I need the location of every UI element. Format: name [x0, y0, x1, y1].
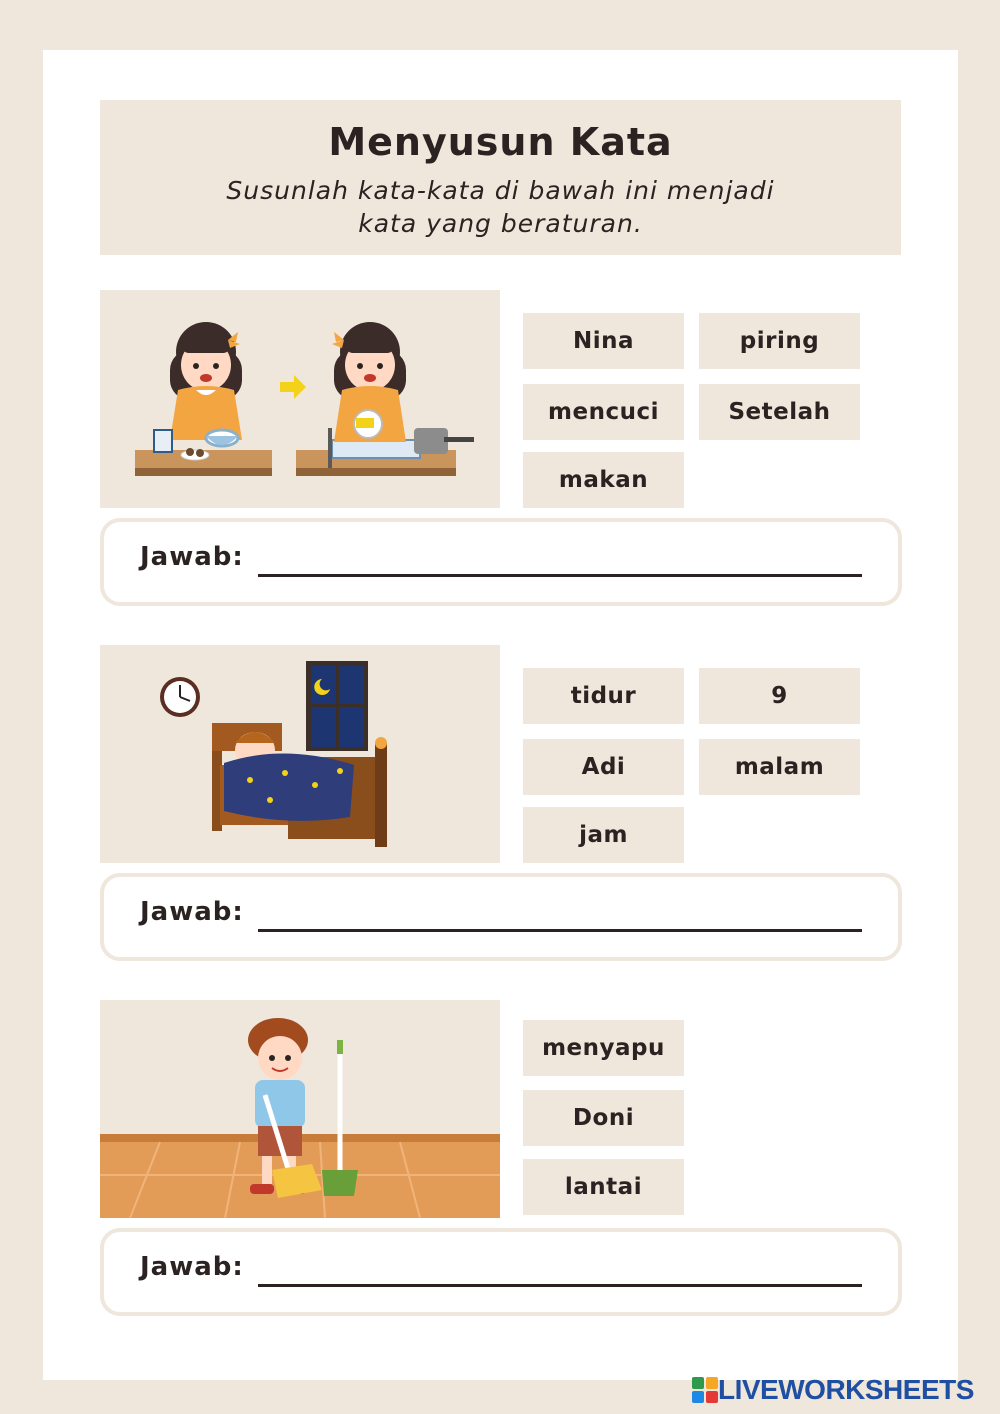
word-tile[interactable]: mencuci [523, 384, 684, 440]
liveworksheets-logo[interactable] [692, 1376, 974, 1404]
logo-text: LIVEWORKSHEETS [718, 1374, 974, 1405]
answer-input-2[interactable] [258, 929, 862, 932]
answer-input-3[interactable] [258, 1284, 862, 1287]
instructions-line-2: kata yang beraturan. [358, 209, 643, 238]
word-tile[interactable]: tidur [523, 668, 684, 724]
header-panel [100, 100, 901, 255]
instructions [100, 174, 901, 240]
answer-input-1[interactable] [258, 574, 862, 577]
answer-box-2 [100, 873, 902, 961]
word-tile[interactable]: piring [699, 313, 860, 369]
exercise-1-image [100, 290, 500, 508]
answer-box-3 [100, 1228, 902, 1316]
word-tile[interactable]: jam [523, 807, 684, 863]
word-tile[interactable]: Doni [523, 1090, 684, 1146]
answer-box-1 [100, 518, 902, 606]
exercise-3-image [100, 1000, 500, 1218]
word-tile[interactable]: menyapu [523, 1020, 684, 1076]
word-tile[interactable]: Setelah [699, 384, 860, 440]
answer-label: Jawab: [140, 1252, 244, 1282]
word-tile[interactable]: malam [699, 739, 860, 795]
liveworksheets-logo-icon [692, 1377, 718, 1403]
word-tile[interactable]: Adi [523, 739, 684, 795]
word-tile[interactable]: 9 [699, 668, 860, 724]
word-tile[interactable]: lantai [523, 1159, 684, 1215]
exercise-2-image [100, 645, 500, 863]
instructions-line-1: Susunlah kata-kata di bawah ini menjadi [226, 176, 775, 205]
answer-label: Jawab: [140, 897, 244, 927]
answer-label: Jawab: [140, 542, 244, 572]
page-title: Menyusun Kata [328, 120, 673, 164]
word-tile[interactable]: makan [523, 452, 684, 508]
word-tile[interactable]: Nina [523, 313, 684, 369]
